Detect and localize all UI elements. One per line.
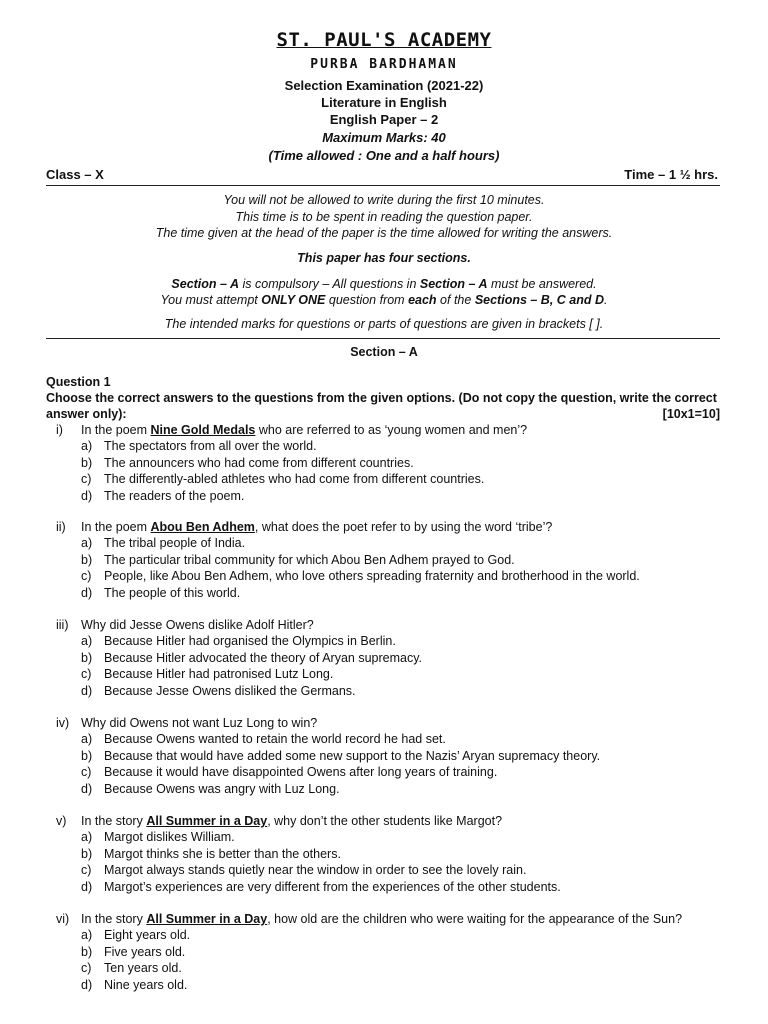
instructions-divider bbox=[46, 338, 720, 339]
paper-name: English Paper – 2 bbox=[329, 112, 439, 127]
stem-text: In the story bbox=[81, 912, 147, 926]
work-title: Abou Ben Adhem bbox=[150, 520, 255, 534]
option-text: Eight years old. bbox=[104, 928, 191, 943]
option-text: The tribal people of India. bbox=[104, 536, 246, 551]
option-text: Because it would have disappointed Owens after long years of training. bbox=[104, 765, 498, 780]
option-text: Ten years old. bbox=[104, 961, 182, 976]
stem-text: In the story bbox=[81, 814, 147, 828]
subject-name: Literature in English bbox=[321, 95, 447, 110]
marks-note: The intended marks for questions or parts of questions are given in brackets [ ]. bbox=[164, 317, 604, 331]
option-text: Margot’s experiences are very different from the experiences of the other students. bbox=[104, 879, 561, 894]
option-letter: a) bbox=[81, 830, 93, 845]
answer-option bbox=[81, 928, 190, 942]
option-letter: c) bbox=[81, 863, 92, 878]
class-time-row bbox=[46, 167, 718, 182]
stem-text: In the poem bbox=[81, 423, 151, 437]
answer-option bbox=[81, 489, 244, 503]
question-number: iv) bbox=[56, 716, 70, 730]
stem-text: Why did Jesse Owens dislike Adolf Hitler? bbox=[81, 618, 314, 632]
option-letter: b) bbox=[81, 650, 93, 665]
school-location: PURBA BARDHAMAN bbox=[310, 57, 458, 72]
option-text: The spectators from all over the world. bbox=[104, 439, 317, 454]
answer-option bbox=[81, 684, 356, 698]
option-text: Margot thinks she is better than the others. bbox=[104, 846, 341, 861]
answer-option bbox=[81, 456, 414, 470]
answer-option bbox=[81, 634, 396, 648]
answer-option bbox=[81, 586, 240, 600]
option-letter: a) bbox=[81, 536, 93, 551]
attempt-text-2: question from bbox=[325, 293, 409, 307]
compulsory-section-ref-2: Section – A bbox=[419, 277, 488, 291]
attempt-text: You must attempt bbox=[160, 293, 262, 307]
instruction-line-3: The time given at the head of the paper is the time allowed for writing the answers. bbox=[155, 226, 613, 240]
option-letter: b) bbox=[81, 552, 93, 567]
option-text: The particular tribal community for which Abou Ben Adhem prayed to God. bbox=[104, 552, 515, 567]
option-text: Margot dislikes William. bbox=[104, 830, 235, 845]
answer-option bbox=[81, 667, 333, 681]
option-text: Because Owens wanted to retain the world record he had set. bbox=[104, 732, 446, 747]
option-letter: a) bbox=[81, 634, 93, 649]
option-text: The differently-abled athletes who had come from different countries. bbox=[104, 472, 485, 487]
attempt-text-end: . bbox=[604, 293, 608, 307]
option-letter: a) bbox=[81, 928, 93, 943]
answer-option bbox=[81, 880, 561, 894]
option-letter: c) bbox=[81, 569, 92, 584]
option-letter: b) bbox=[81, 455, 93, 470]
answer-option bbox=[81, 978, 187, 992]
instruction-line-1: You will not be allowed to write during the first 10 minutes. bbox=[223, 193, 545, 207]
work-title: Nine Gold Medals bbox=[150, 423, 256, 437]
attempt-only-one: ONLY ONE bbox=[261, 293, 326, 307]
question-1-instruction bbox=[46, 390, 720, 423]
option-letter: b) bbox=[81, 846, 93, 861]
answer-option bbox=[81, 651, 422, 665]
stem-text-end: , why don’t the other students like Margot? bbox=[267, 814, 503, 828]
attempt-note bbox=[0, 292, 768, 309]
school-name: ST. PAUL'S ACADEMY bbox=[276, 29, 492, 51]
question-number: iii) bbox=[56, 618, 69, 632]
stem-text-end: who are referred to as ‘young women and men’? bbox=[255, 423, 528, 437]
option-letter: d) bbox=[81, 683, 93, 698]
option-text: Nine years old. bbox=[104, 977, 188, 992]
instruction-line-2: This time is to be spent in reading the question paper. bbox=[235, 210, 533, 224]
answer-option bbox=[81, 439, 317, 453]
answer-option bbox=[81, 782, 340, 796]
answer-option bbox=[81, 569, 640, 583]
four-sections-note: This paper has four sections. bbox=[297, 251, 471, 265]
option-letter: c) bbox=[81, 961, 92, 976]
question-1-title: Question 1 bbox=[46, 375, 111, 389]
max-marks: Maximum Marks: 40 bbox=[322, 130, 446, 145]
work-title: All Summer in a Day bbox=[146, 814, 268, 828]
answer-option bbox=[81, 961, 182, 975]
answer-option bbox=[81, 863, 526, 877]
stem-text-end: , how old are the children who were waiting for the appearance of the Sun? bbox=[267, 912, 683, 926]
stem-text-end: , what does the poet refer to by using the word ‘tribe’? bbox=[254, 520, 553, 534]
option-letter: b) bbox=[81, 748, 93, 763]
compulsory-section-ref: Section – A bbox=[171, 277, 240, 291]
answer-option bbox=[81, 830, 235, 844]
answer-option bbox=[81, 472, 484, 486]
question-stem bbox=[81, 814, 502, 828]
option-text: Because Hitler had patronised Lutz Long. bbox=[104, 667, 334, 682]
compulsory-note bbox=[0, 276, 768, 293]
stem-text: Why did Owens not want Luz Long to win? bbox=[81, 716, 318, 730]
attempt-each: each bbox=[408, 293, 437, 307]
option-text: Five years old. bbox=[104, 944, 186, 959]
question-number: i) bbox=[56, 423, 63, 437]
exam-name: Selection Examination (2021-22) bbox=[284, 78, 484, 93]
answer-option bbox=[81, 553, 515, 567]
question-number: ii) bbox=[56, 520, 66, 534]
compulsory-text: is compulsory – All questions in bbox=[239, 277, 420, 291]
answer-option bbox=[81, 945, 185, 959]
answer-option bbox=[81, 749, 600, 763]
option-letter: a) bbox=[81, 439, 93, 454]
option-text: The people of this world. bbox=[104, 585, 241, 600]
work-title: All Summer in a Day bbox=[146, 912, 268, 926]
time-allowed: (Time allowed : One and a half hours) bbox=[268, 148, 500, 163]
option-text: People, like Abou Ben Adhem, who love others spreading fraternity and brotherhood in the world. bbox=[104, 569, 640, 584]
stem-text: In the poem bbox=[81, 520, 151, 534]
option-letter: c) bbox=[81, 667, 92, 682]
option-letter: d) bbox=[81, 781, 93, 796]
option-letter: d) bbox=[81, 977, 93, 992]
option-letter: a) bbox=[81, 732, 93, 747]
question-number: v) bbox=[56, 814, 67, 828]
option-letter: c) bbox=[81, 472, 92, 487]
question-1-marks: [10x1=10] bbox=[662, 407, 720, 422]
attempt-text-3: of the bbox=[436, 293, 475, 307]
option-text: The announcers who had come from different countries. bbox=[104, 455, 414, 470]
question-stem bbox=[81, 423, 527, 437]
option-text: Because that would have added some new support to the Nazis’ Aryan supremacy theory. bbox=[104, 748, 601, 763]
option-text: Because Hitler had organised the Olympics in Berlin. bbox=[104, 634, 396, 649]
answer-option bbox=[81, 847, 341, 861]
option-letter: c) bbox=[81, 765, 92, 780]
option-letter: d) bbox=[81, 879, 93, 894]
question-stem bbox=[81, 520, 552, 534]
time-label: Time – 1 ½ hrs. bbox=[624, 167, 718, 182]
option-text: The readers of the poem. bbox=[104, 488, 245, 503]
attempt-sections: Sections – B, C and D bbox=[474, 293, 605, 307]
option-text: Because Hitler advocated the theory of Aryan supremacy. bbox=[104, 650, 422, 665]
answer-option bbox=[81, 765, 497, 779]
answer-option bbox=[81, 536, 245, 550]
option-text: Because Jesse Owens disliked the Germans. bbox=[104, 683, 356, 698]
option-letter: b) bbox=[81, 944, 93, 959]
instruction-row-2 bbox=[46, 406, 720, 422]
compulsory-text-end: must be answered. bbox=[487, 277, 597, 291]
option-letter: d) bbox=[81, 585, 93, 600]
option-letter: d) bbox=[81, 488, 93, 503]
question-stem bbox=[81, 618, 314, 632]
question-stem bbox=[81, 912, 682, 926]
class-label: Class – X bbox=[46, 167, 104, 182]
question-number: vi) bbox=[56, 912, 70, 926]
section-a-title: Section – A bbox=[350, 345, 418, 359]
option-text: Because Owens was angry with Luz Long. bbox=[104, 781, 340, 796]
instruction-text-2: answer only): bbox=[46, 407, 127, 422]
answer-option bbox=[81, 732, 446, 746]
option-text: Margot always stands quietly near the window in order to see the lovely rain. bbox=[104, 863, 527, 878]
header-divider bbox=[46, 185, 720, 186]
question-stem bbox=[81, 716, 317, 730]
instruction-text-1: Choose the correct answers to the questions from the given options. (Do not copy the question, write the correct bbox=[46, 391, 717, 405]
